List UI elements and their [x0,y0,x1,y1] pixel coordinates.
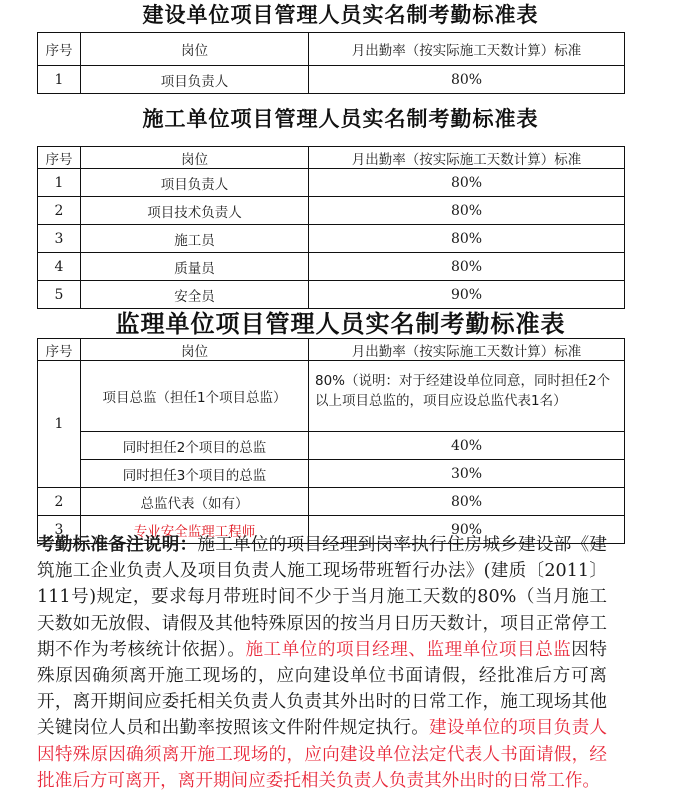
row-no: 1 [38,66,81,94]
table-row [38,66,625,94]
row-rate: 40% [309,432,625,460]
row-no: 3 [38,225,81,253]
table-row [38,460,625,488]
supervision-unit-attendance-table [37,338,625,544]
row-no: 5 [38,281,81,309]
row-rate: 80% [309,197,625,225]
table-row [38,432,625,460]
row-position: 项目总监（担任1个项目总监） [81,361,309,432]
row-rate: 80% [309,253,625,281]
notes-highlight-part2: 施工单位的项目经理、监理单位项目总监 [245,639,572,660]
row-position: 质量员 [81,253,309,281]
row-rate: 30% [309,460,625,488]
table-row [38,488,625,516]
row-rate: 80% [309,488,625,516]
header-no: 序号 [38,33,81,66]
table-row [38,169,625,197]
header-position: 岗位 [81,147,309,169]
row-position: 项目负责人 [81,66,309,94]
notes-text-part3: 因特殊原因确须离开施工现场的，应向建设单位书面请假，经批准后方可离开，离开期间应委托相关负责人负责其外出时的日常工作，施工现场其他关键岗位人员和出勤率按照该文件附件规定执行。 [37,639,607,739]
notes-highlight-part4: 建设单位的项目负责人因特殊原因确须离开施工现场的，应向建设单位法定代表人书面请假，经批准后方可离开，离开期间应委托相关负责人负责其外出时的日常工作。 [37,718,607,791]
construction-unit-attendance-table [37,32,625,94]
row-position-highlighted: 专业安全监理工程师 [81,516,309,544]
table3-title: 监理单位项目管理人员实名制考勤标准表 [115,309,566,338]
header-rate: 月出勤率（按实际施工天数计算）标准 [309,339,625,361]
table1-title: 建设单位项目管理人员实名制考勤标准表 [142,2,539,27]
attendance-notes-paragraph [37,532,607,794]
table-header-row [38,33,625,66]
row-no: 1 [38,361,81,488]
table-header-row [38,147,625,169]
header-position: 岗位 [81,33,309,66]
row-rate: 80% [309,66,625,94]
table2-title: 施工单位项目管理人员实名制考勤标准表 [142,106,539,131]
row-position: 安全员 [81,281,309,309]
row-no: 1 [38,169,81,197]
row-no: 2 [38,488,81,516]
table-header-row [38,339,625,361]
row-rate: 80% [309,225,625,253]
row-position: 同时担任2个项目的总监 [81,432,309,460]
row-rate-with-note: 80%（说明：对于经建设单位同意，同时担任2个以上项目总监的，项目应设总监代表1名） [309,361,625,432]
row-rate: 90% [309,281,625,309]
row-no: 2 [38,197,81,225]
row-no: 4 [38,253,81,281]
header-rate: 月出勤率（按实际施工天数计算）标准 [309,33,625,66]
row-rate: 80% [309,169,625,197]
row-no: 3 [38,516,81,544]
table-row [38,281,625,309]
row-position: 总监代表（如有） [81,488,309,516]
row-position: 同时担任3个项目的总监 [81,460,309,488]
row-position: 项目负责人 [81,169,309,197]
header-position: 岗位 [81,339,309,361]
notes-lead-label: 考勤标准备注说明： [37,534,198,555]
contractor-attendance-table [37,146,625,309]
header-no: 序号 [38,339,81,361]
header-no: 序号 [38,147,81,169]
row-position: 施工员 [81,225,309,253]
row-position: 项目技术负责人 [81,197,309,225]
row-rate: 90% [309,516,625,544]
table-row [38,197,625,225]
header-rate: 月出勤率（按实际施工天数计算）标准 [309,147,625,169]
table-row [38,253,625,281]
notes-text-part1: 施工单位的项目经理到岗率执行住房城乡建设部《建筑施工企业负责人及项目负责人施工现场带班暂行办法》(建质〔2011〕111号)规定，要求每月带班时间不少于当月施工天数的80%（当月施工天数如无放假、请假及其他特殊原因的按当月日历天数计，项目正常停工期不作为考核统计依据）。 [37,535,607,660]
table-row [38,225,625,253]
table-row [38,361,625,432]
